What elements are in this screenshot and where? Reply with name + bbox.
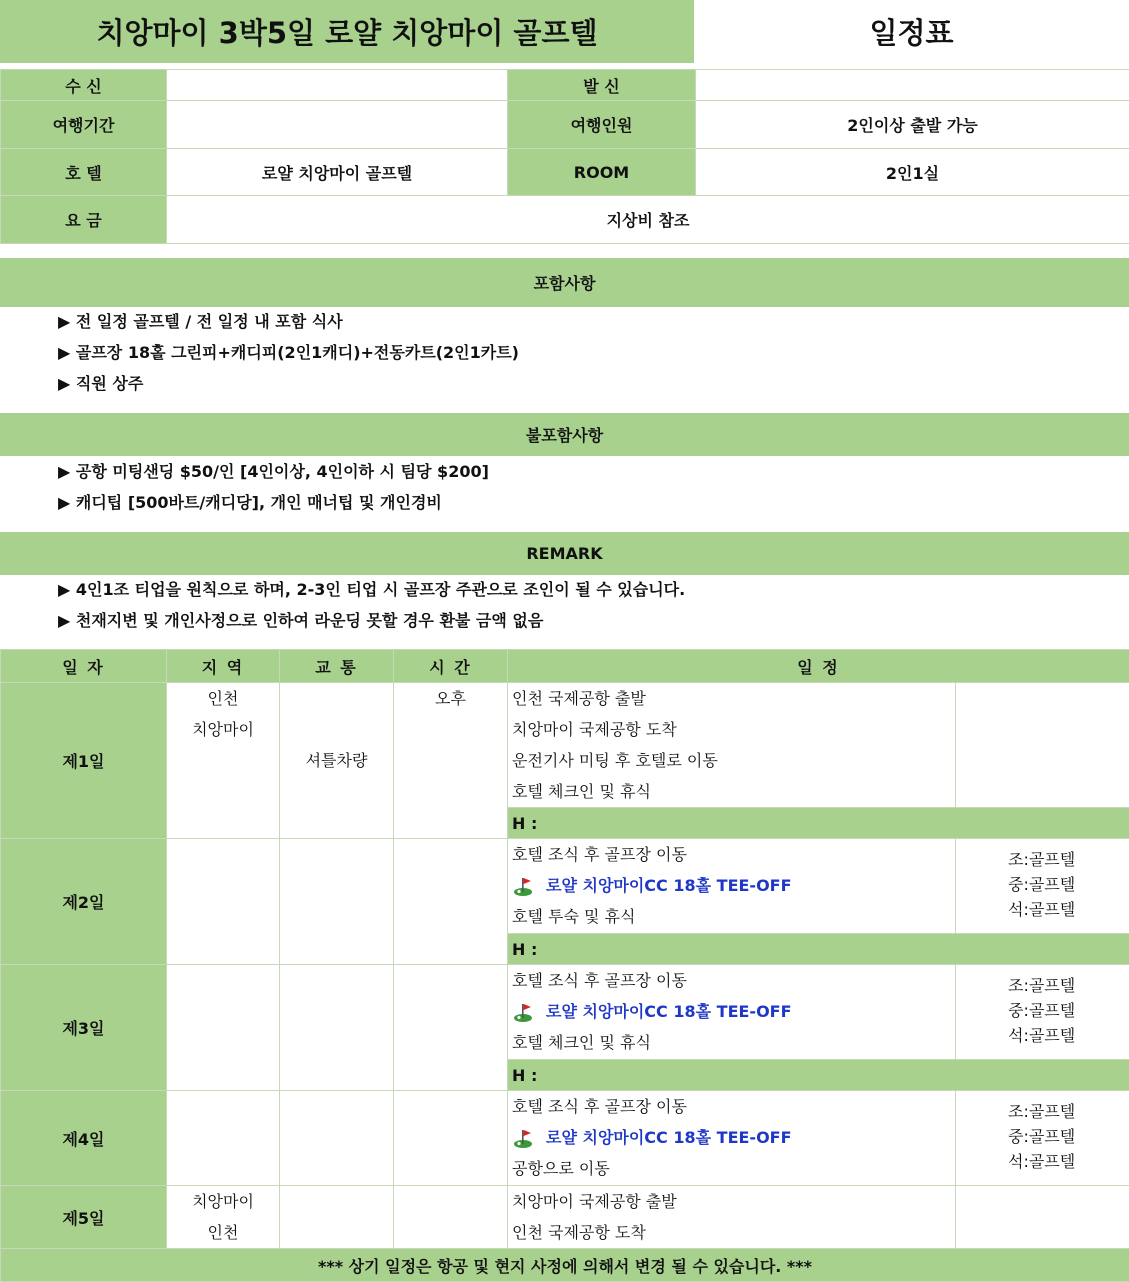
day1-meals [956, 683, 1129, 808]
itinerary-line: 치앙마이 국제공항 출발 [508, 1186, 955, 1217]
day5-region [167, 1186, 280, 1249]
header-region: 지 역 [167, 650, 280, 683]
day5-label: 제5일 [1, 1186, 167, 1249]
day1-hotel: H : [508, 808, 1129, 839]
day3-time [394, 965, 508, 1091]
day2-label: 제2일 [1, 839, 167, 965]
day5-items [508, 1186, 956, 1249]
hotel-label: 호 텔 [1, 149, 167, 196]
itinerary-line: 호텔 체크인 및 휴식 [508, 776, 955, 807]
day5-meals [956, 1186, 1129, 1249]
meal-line: 중:골프텔 [1008, 1124, 1129, 1149]
day4-transport [280, 1091, 394, 1186]
day3-region [167, 965, 280, 1091]
day3-meals [956, 965, 1129, 1060]
region-line: 치앙마이 [167, 1186, 279, 1217]
day5-transport [280, 1186, 394, 1249]
tee-off-text: 로얄 치앙마이CC 18홀 TEE-OFF [546, 996, 792, 1027]
day3-label: 제3일 [1, 965, 167, 1091]
day2-meals [956, 839, 1129, 934]
to-value [167, 70, 508, 101]
to-label: 수 신 [1, 70, 167, 101]
day2-region [167, 839, 280, 965]
header-date: 일 자 [1, 650, 167, 683]
itinerary-line: 호텔 조식 후 골프장 이동 [508, 1091, 955, 1122]
remark-item: ▶ 천재지변 및 개인사정으로 인하여 라운딩 못할 경우 환불 금액 없음 [58, 605, 685, 636]
day3-hotel: H : [508, 1060, 1129, 1091]
tee-off-line [508, 870, 955, 901]
itinerary-line: 운전기사 미팅 후 호텔로 이동 [508, 745, 955, 776]
day3-items [508, 965, 956, 1060]
remark-title: REMARK [0, 532, 1129, 575]
day4-label: 제4일 [1, 1091, 167, 1186]
meal-line: 조:골프텔 [1008, 1099, 1129, 1124]
excluded-list [58, 456, 489, 518]
day2-time [394, 839, 508, 965]
header-itinerary: 일 정 [508, 650, 1129, 683]
day1-time [394, 683, 508, 839]
day1-transport [280, 683, 394, 839]
excluded-item: ▶ 캐디팁 [500바트/캐디당], 개인 매너팁 및 개인경비 [58, 487, 489, 518]
header-transport: 교 통 [280, 650, 394, 683]
itinerary-line: 공항으로 이동 [508, 1153, 955, 1184]
itinerary-line: 호텔 투숙 및 휴식 [508, 901, 955, 932]
day4-meals [956, 1091, 1129, 1186]
meal-line: 석:골프텔 [1008, 1023, 1129, 1048]
room-label: ROOM [508, 149, 696, 196]
golf-flag-icon [512, 1001, 534, 1023]
header-time: 시 간 [394, 650, 508, 683]
tee-off-text: 로얄 치앙마이CC 18홀 TEE-OFF [546, 1122, 792, 1153]
day1-label: 제1일 [1, 683, 167, 839]
schedule-footer-note: *** 상기 일정은 항공 및 현지 사정에 의해서 변경 될 수 있습니다. *** [1, 1249, 1129, 1282]
page-subtitle: 일정표 [694, 0, 1129, 63]
golf-flag-icon [512, 1127, 534, 1149]
period-value [167, 101, 508, 149]
itinerary-line: 인천 국제공항 도착 [508, 1217, 955, 1248]
meal-line: 석:골프텔 [1008, 1149, 1129, 1174]
transport-text: 셔틀차량 [280, 745, 393, 776]
included-item: ▶ 전 일정 골프텔 / 전 일정 내 포함 식사 [58, 306, 519, 337]
hotel-value: 로얄 치앙마이 골프텔 [167, 149, 508, 196]
day4-time [394, 1091, 508, 1186]
day2-hotel: H : [508, 934, 1129, 965]
room-value: 2인1실 [696, 149, 1129, 196]
tee-off-line [508, 996, 955, 1027]
people-value: 2인이상 출발 가능 [696, 101, 1129, 149]
fee-value: 지상비 참조 [167, 196, 1129, 244]
from-value [696, 70, 1129, 101]
excluded-item: ▶ 공항 미팅샌딩 $50/인 [4인이상, 4인이하 시 팀당 $200] [58, 456, 489, 487]
people-label: 여행인원 [508, 101, 696, 149]
day2-transport [280, 839, 394, 965]
remark-list [58, 574, 685, 636]
itinerary-line: 호텔 조식 후 골프장 이동 [508, 965, 955, 996]
info-table [0, 69, 1129, 244]
meal-line: 석:골프텔 [1008, 897, 1129, 922]
meal-line: 조:골프텔 [1008, 973, 1129, 998]
fee-label: 요 금 [1, 196, 167, 244]
meal-line: 중:골프텔 [1008, 998, 1129, 1023]
time-text: 오후 [394, 683, 507, 714]
remark-item: ▶ 4인1조 티업을 원칙으로 하며, 2-3인 티업 시 골프장 주관으로 조인이 될 수 있습니다. [58, 574, 685, 605]
golf-flag-icon [512, 875, 534, 897]
included-item: ▶ 직원 상주 [58, 368, 519, 399]
period-label: 여행기간 [1, 101, 167, 149]
day2-items [508, 839, 956, 934]
region-line: 인천 [167, 683, 279, 714]
from-label: 발 신 [508, 70, 696, 101]
day5-time [394, 1186, 508, 1249]
itinerary-line: 호텔 체크인 및 휴식 [508, 1027, 955, 1058]
day4-region [167, 1091, 280, 1186]
itinerary-line: 인천 국제공항 출발 [508, 683, 955, 714]
region-line: 인천 [167, 1217, 279, 1248]
tee-off-text: 로얄 치앙마이CC 18홀 TEE-OFF [546, 870, 792, 901]
day1-region [167, 683, 280, 839]
meal-line: 조:골프텔 [1008, 847, 1129, 872]
itinerary-line: 호텔 조식 후 골프장 이동 [508, 839, 955, 870]
included-item: ▶ 골프장 18홀 그린피+캐디피(2인1캐디)+전동카트(2인1카트) [58, 337, 519, 368]
included-title: 포함사항 [0, 258, 1129, 307]
included-list [58, 306, 519, 399]
region-line: 치앙마이 [167, 714, 279, 745]
meal-line: 중:골프텔 [1008, 872, 1129, 897]
tee-off-line [508, 1122, 955, 1153]
page-title: 치앙마이 3박5일 로얄 치앙마이 골프텔 [0, 0, 694, 63]
schedule-table [0, 649, 1129, 1282]
day3-transport [280, 965, 394, 1091]
excluded-title: 불포함사항 [0, 413, 1129, 456]
itinerary-line: 치앙마이 국제공항 도착 [508, 714, 955, 745]
day4-items [508, 1091, 956, 1186]
day1-items [508, 683, 956, 808]
